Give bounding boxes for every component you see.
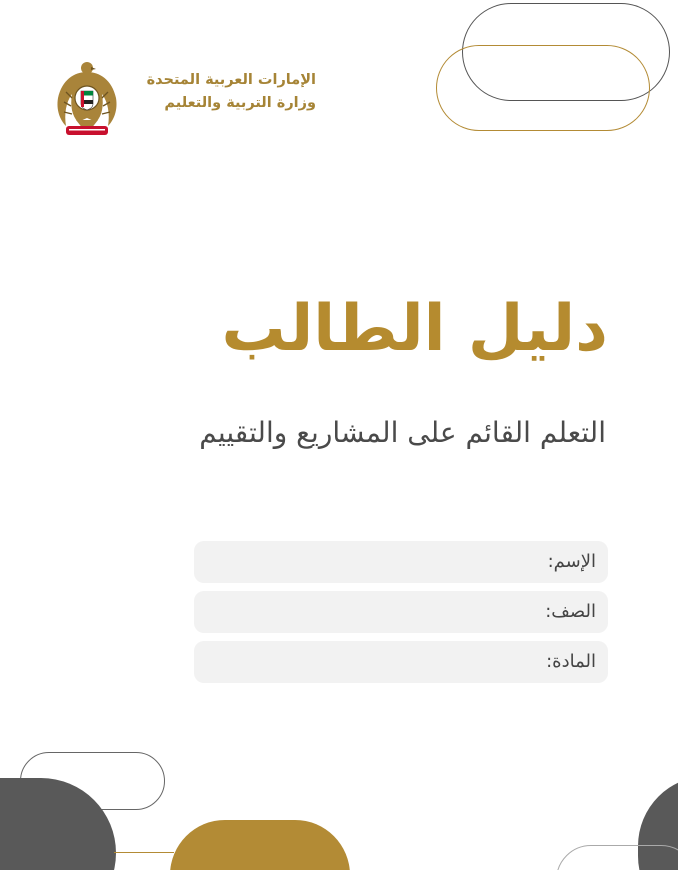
subject-field[interactable] xyxy=(194,641,608,683)
class-field[interactable] xyxy=(194,591,608,633)
page-title: دليل الطالب xyxy=(221,292,608,366)
decorative-capsule-right-outline xyxy=(556,845,678,870)
decorative-blob-bottom-gold xyxy=(170,820,350,870)
subject-field-label: المادة: xyxy=(546,651,596,672)
page-subtitle: التعلم القائم على المشاريع والتقييم xyxy=(199,416,606,449)
decorative-line-gold xyxy=(114,852,174,853)
ministry-country-name: الإمارات العربية المتحدة xyxy=(146,72,316,88)
ministry-name: وزارة التربية والتعليم xyxy=(164,95,316,111)
name-field[interactable] xyxy=(194,541,608,583)
name-field-label: الإسم: xyxy=(547,551,596,572)
decorative-capsule-top-gold xyxy=(436,45,650,131)
uae-emblem-icon xyxy=(52,58,122,142)
class-field-label: الصف: xyxy=(545,601,596,622)
